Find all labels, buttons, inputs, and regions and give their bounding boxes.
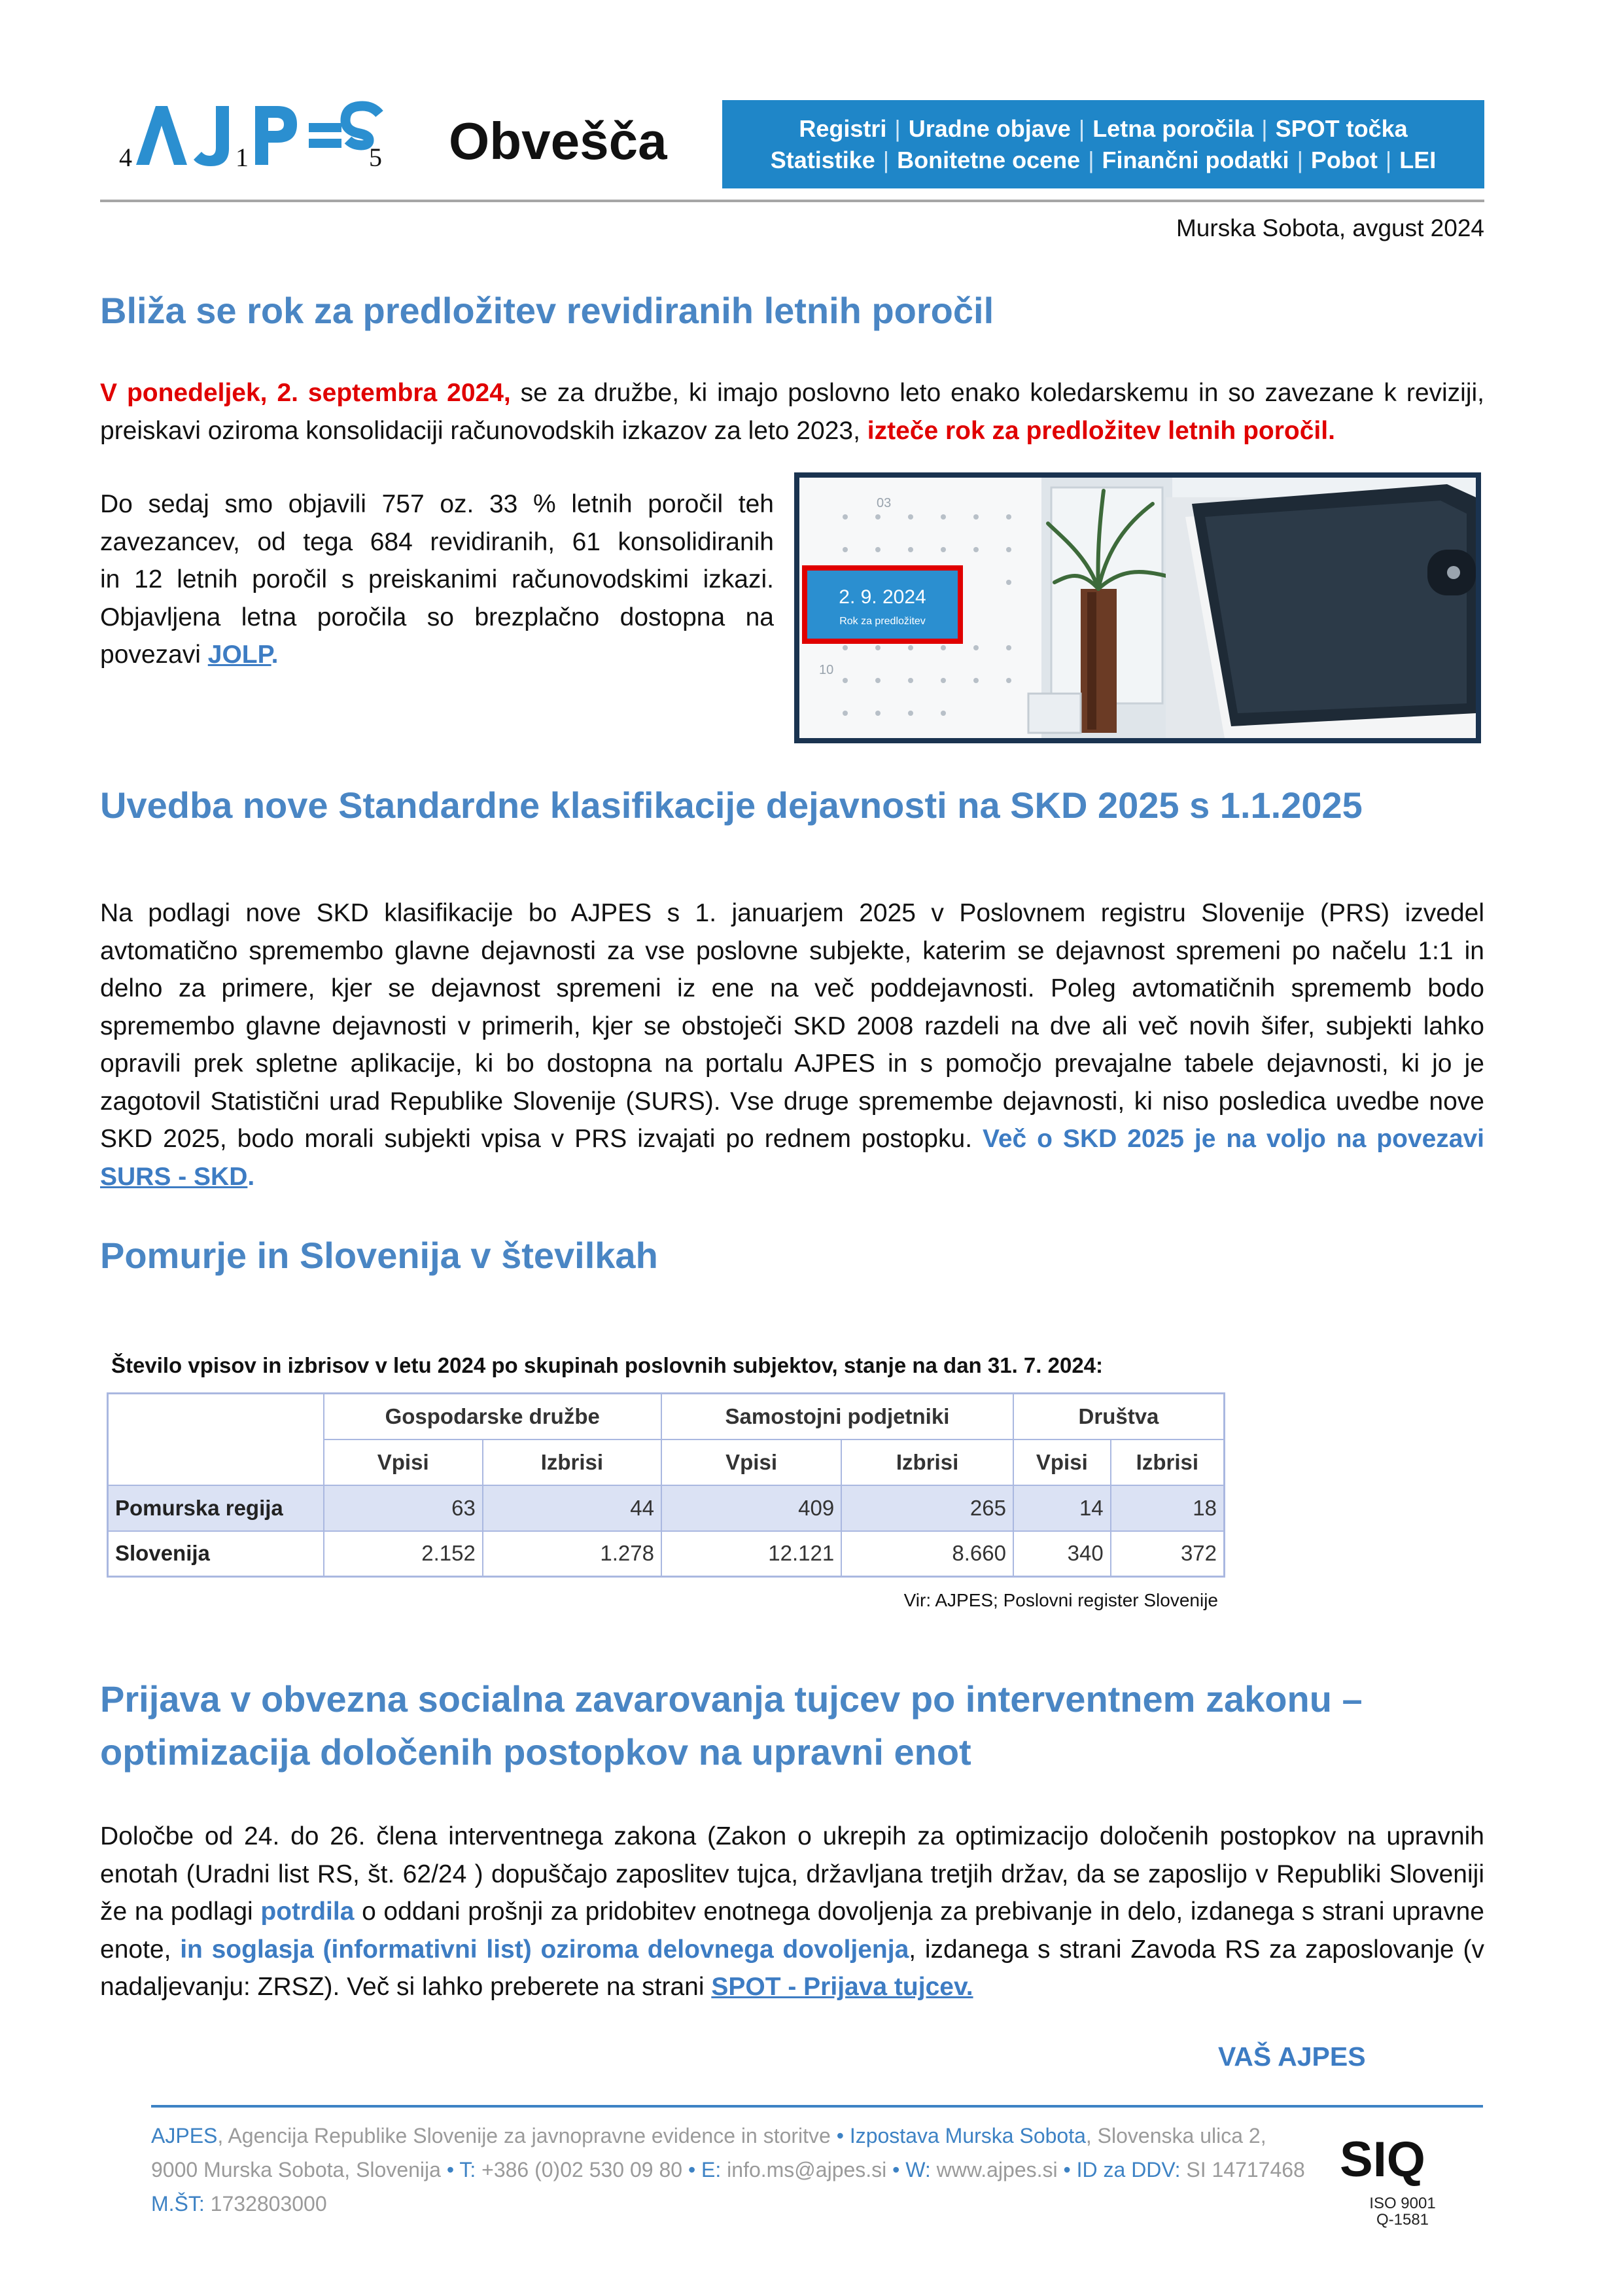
- logo-digit: 5: [369, 143, 382, 171]
- p2-end: .: [271, 641, 279, 669]
- nav-link-letna-porocila[interactable]: Letna poročila: [1092, 115, 1254, 142]
- footer-vat: SI 14717468: [1186, 2158, 1305, 2181]
- nav-row-1: [795, 115, 1411, 143]
- section4-paragraph: [100, 1818, 1484, 2006]
- nav-separator: |: [1261, 115, 1268, 142]
- section4-body-end: , izdanega s strani Zavoda RS za zaposlovanje (v nadaljevanju: ZRSZ). Več si lahko preberete na strani: [100, 1935, 1484, 2001]
- section2-body: Na podlagi nove SKD klasifikacije bo AJPES s 1. januarjem 2025 v Poslovnem registru Slovenije (PRS) izvedel avtomatično spremembo glavne dejavnosti za vse poslovne subjekte, katerim se dejavnost spremeni po načelu 1:1 in delno za primere, kjer se dejavnost spremeni iz ene na več poddejavnosti. Poleg avtomatičnih sprememb bodo spremembo glavne dejavnosti v primerih, kjer se obstoječi SKD 2008 razdeli na dve ali več novih šifer, subjekti lahko opravili prek spletne aplikacije, ki bo dostopna na portalu AJPES in s pomočjo prevajalne tabele dejavnosti, ki jo je zagotovil Statistični urad Republike Slovenije (SURS). Vse druge spremembe dejavnosti, ki niso posledica uvedbe nove SKD 2025, bodo morali subjekti vpisa v PRS izvajati po rednem postopku.: [100, 899, 1484, 1153]
- footer-website[interactable]: www.ajpes.si: [936, 2158, 1064, 2181]
- highlighted-date-caption: Rok za predložitev: [839, 616, 926, 627]
- spot-prijava-tujcev-link[interactable]: SPOT - Prijava tujcev.: [711, 1973, 973, 2001]
- table-row-label: Slovenija: [108, 1531, 324, 1577]
- table-cell: 8.660: [841, 1531, 1013, 1577]
- page-title: Obvešča: [449, 112, 667, 170]
- table-subheader: Vpisi: [324, 1439, 483, 1485]
- table-row: [108, 1485, 1225, 1531]
- table-group-header: Društva: [1013, 1394, 1225, 1439]
- footer-phone: +386 (0)02 530 09 80: [481, 2158, 688, 2181]
- p2-line: Objavljena letna poročila so brezplačno dostopna na: [100, 603, 774, 631]
- table-group-header: Samostojni podjetniki: [661, 1394, 1013, 1439]
- p2-line: [100, 636, 774, 674]
- table-subheader: Vpisi: [1013, 1439, 1111, 1485]
- section4-body-mid: o oddani prošnji za pridobitev enotnega dovoljenja za prebivanje in delo, izdanega s strani upravne enote,: [100, 1898, 1484, 1964]
- p2-line: in 12 letnih poročil s preiskanimi računovodskimi izkazi.: [100, 565, 774, 593]
- table-group-header-row: [108, 1394, 1225, 1439]
- table-cell: 372: [1111, 1531, 1225, 1577]
- nav-separator: |: [1088, 146, 1094, 173]
- nav-link-spot-tocka[interactable]: SPOT točka: [1275, 115, 1408, 142]
- table-row-label: Pomurska regija: [108, 1485, 324, 1531]
- nav-separator: |: [894, 115, 901, 142]
- deadline-date-text: V ponedeljek, 2. septembra 2024,: [100, 379, 511, 407]
- logo-digit: 4: [119, 143, 132, 171]
- nav-link-bonitetne-ocene[interactable]: Bonitetne ocene: [897, 146, 1081, 173]
- section1-heading: Bliža se rok za predložitev revidiranih letnih poročil: [100, 290, 994, 331]
- table-subheader: Vpisi: [661, 1439, 841, 1485]
- table-cell: 44: [483, 1485, 661, 1531]
- footer-line2: [151, 2153, 1329, 2187]
- footer-phone-label: • T:: [446, 2158, 482, 2181]
- table-cell: 340: [1013, 1531, 1111, 1577]
- footer-contact: [151, 2119, 1329, 2221]
- section4-body-start: Določbe od 24. do 26. člena interventnega zakona (Zakon o ukrepih za optimizacijo določenih postopkov na upravnih enotah (Uradni list RS, št. 62/24 ) dopuščajo zaposlitev tujca, državljana tretjih držav, da se zaposlijo v Republiki Sloveniji že na podlagi: [100, 1822, 1484, 1926]
- table-subheader: Izbrisi: [841, 1439, 1013, 1485]
- table-cell: 2.152: [324, 1531, 483, 1577]
- nav-link-financni-podatki[interactable]: Finančni podatki: [1102, 146, 1289, 173]
- table-cell: 14: [1013, 1485, 1111, 1531]
- table-cell: 12.121: [661, 1531, 841, 1577]
- siq-logo-graphic: [1337, 2128, 1468, 2193]
- table-cell: 1.278: [483, 1531, 661, 1577]
- date-line: Murska Sobota, avgust 2024: [1176, 215, 1484, 241]
- soglasja-text: in soglasja (informativni list) oziroma delovnega dovoljenja: [180, 1935, 909, 1964]
- footer-street: , Slovenska ulica 2,: [1085, 2124, 1266, 2147]
- section2-paragraph: [100, 894, 1484, 1195]
- nav-link-pobot[interactable]: Pobot: [1310, 146, 1378, 173]
- table-cell: 18: [1111, 1485, 1225, 1531]
- siq-letters: SIQ: [1340, 2132, 1425, 2187]
- deadline-warning-text: izteče rok za predložitev letnih poročil.: [867, 416, 1335, 445]
- nav-link-lei[interactable]: LEI: [1399, 146, 1437, 173]
- section3-heading: Pomurje in Slovenija v številkah: [100, 1235, 658, 1276]
- footer-city: 9000 Murska Sobota, Slovenija: [151, 2158, 447, 2181]
- table-subheader: Izbrisi: [483, 1439, 661, 1485]
- nav-separator: |: [1078, 115, 1085, 142]
- logo-digit: 1: [236, 143, 249, 171]
- skd-more-text: Več o SKD 2025 je na voljo na povezavi: [982, 1125, 1484, 1153]
- p2-line: zavezancev, od tega 684 revidiranih, 61 konsolidiranih: [100, 527, 774, 556]
- nav-link-registri[interactable]: Registri: [799, 115, 887, 142]
- calendar-photo-graphic: [799, 478, 1476, 738]
- surs-skd-link[interactable]: SURS - SKD: [100, 1162, 248, 1191]
- jolp-link[interactable]: JOLP: [207, 641, 271, 669]
- section4-heading-line2: optimizacija določenih postopkov na upravni enot: [100, 1731, 971, 1773]
- nav-link-statistike[interactable]: Statistike: [770, 146, 875, 173]
- registrations-table: [107, 1392, 1225, 1578]
- section1-paragraph1: [100, 374, 1484, 450]
- ajpes-logo-graphic: [118, 99, 399, 171]
- table-row: [108, 1531, 1225, 1577]
- section1-p1-middle: se za družbe, ki imajo poslovno leto enako koledarskemu in so zavezane k reviziji, preiskavi oziroma konsolidaciji računovodskih izkazov za leto 2023,: [100, 379, 1485, 445]
- skd-more-end: .: [247, 1162, 255, 1191]
- footer-agency-name: , Agencija Republike Slovenije za javnopravne evidence in storitve: [217, 2124, 837, 2147]
- ajpes-logo: [118, 99, 399, 171]
- footer-vat-label: • ID za DDV:: [1063, 2158, 1187, 2181]
- top-navigation: [722, 100, 1484, 188]
- footer-web-label: • W:: [892, 2158, 937, 2181]
- table-source: Vir: AJPES; Poslovni register Slovenije: [903, 1590, 1218, 1610]
- calendar-day-label: 10: [819, 663, 834, 677]
- footer-agency-abbr: AJPES: [151, 2124, 218, 2147]
- header-divider: [100, 200, 1484, 202]
- deadline-illustration: [794, 472, 1481, 743]
- footer-email[interactable]: info.ms@ajpes.si: [727, 2158, 893, 2181]
- table-cell: 265: [841, 1485, 1013, 1531]
- iso-cert-number: Q-1581: [1376, 2211, 1429, 2229]
- nav-row-2: [767, 147, 1440, 174]
- section2-heading: Uvedba nove Standardne klasifikacije dejavnosti na SKD 2025 s 1.1.2025: [100, 785, 1363, 826]
- potrdila-text: potrdila: [260, 1898, 355, 1926]
- table-cell: 63: [324, 1485, 483, 1531]
- highlighted-date: 2. 9. 2024: [839, 586, 926, 608]
- iso-standard: ISO 9001: [1369, 2195, 1436, 2212]
- nav-link-uradne-objave[interactable]: Uradne objave: [908, 115, 1071, 142]
- table-cell: 409: [661, 1485, 841, 1531]
- footer-divider: [151, 2105, 1483, 2108]
- footer-line1: [151, 2119, 1329, 2153]
- section4-heading: [100, 1672, 1363, 1778]
- p2-line-text: povezavi: [100, 641, 208, 669]
- p2-line: Do sedaj smo objavili 757 oz. 33 % letnih poročil teh: [100, 490, 774, 518]
- iso-certification-text: [1337, 2195, 1468, 2228]
- calendar-day-label: 03: [877, 496, 892, 510]
- section4-heading-line1: Prijava v obvezna socialna zavarovanja tujcev po interventnem zakonu –: [100, 1678, 1363, 1720]
- footer-line3: [151, 2187, 1329, 2221]
- table-caption: Število vpisov in izbrisov v letu 2024 po skupinah poslovnih subjektov, stanje na dan 31. 7. 2024:: [111, 1353, 1104, 1377]
- footer-regno: 1732803000: [210, 2192, 327, 2216]
- table-group-header: Gospodarske družbe: [324, 1394, 661, 1439]
- footer-regno-label: M.ŠT:: [151, 2192, 211, 2216]
- signoff: VAŠ AJPES: [1218, 2041, 1366, 2072]
- table-subheader: Izbrisi: [1111, 1439, 1225, 1485]
- nav-separator: |: [1297, 146, 1303, 173]
- nav-separator: |: [1385, 146, 1392, 173]
- footer-email-label: • E:: [688, 2158, 727, 2181]
- footer-branch: • Izpostava Murska Sobota: [836, 2124, 1086, 2147]
- table-corner-cell: [108, 1394, 324, 1485]
- section1-paragraph2: [100, 486, 774, 674]
- nav-separator: |: [882, 146, 890, 173]
